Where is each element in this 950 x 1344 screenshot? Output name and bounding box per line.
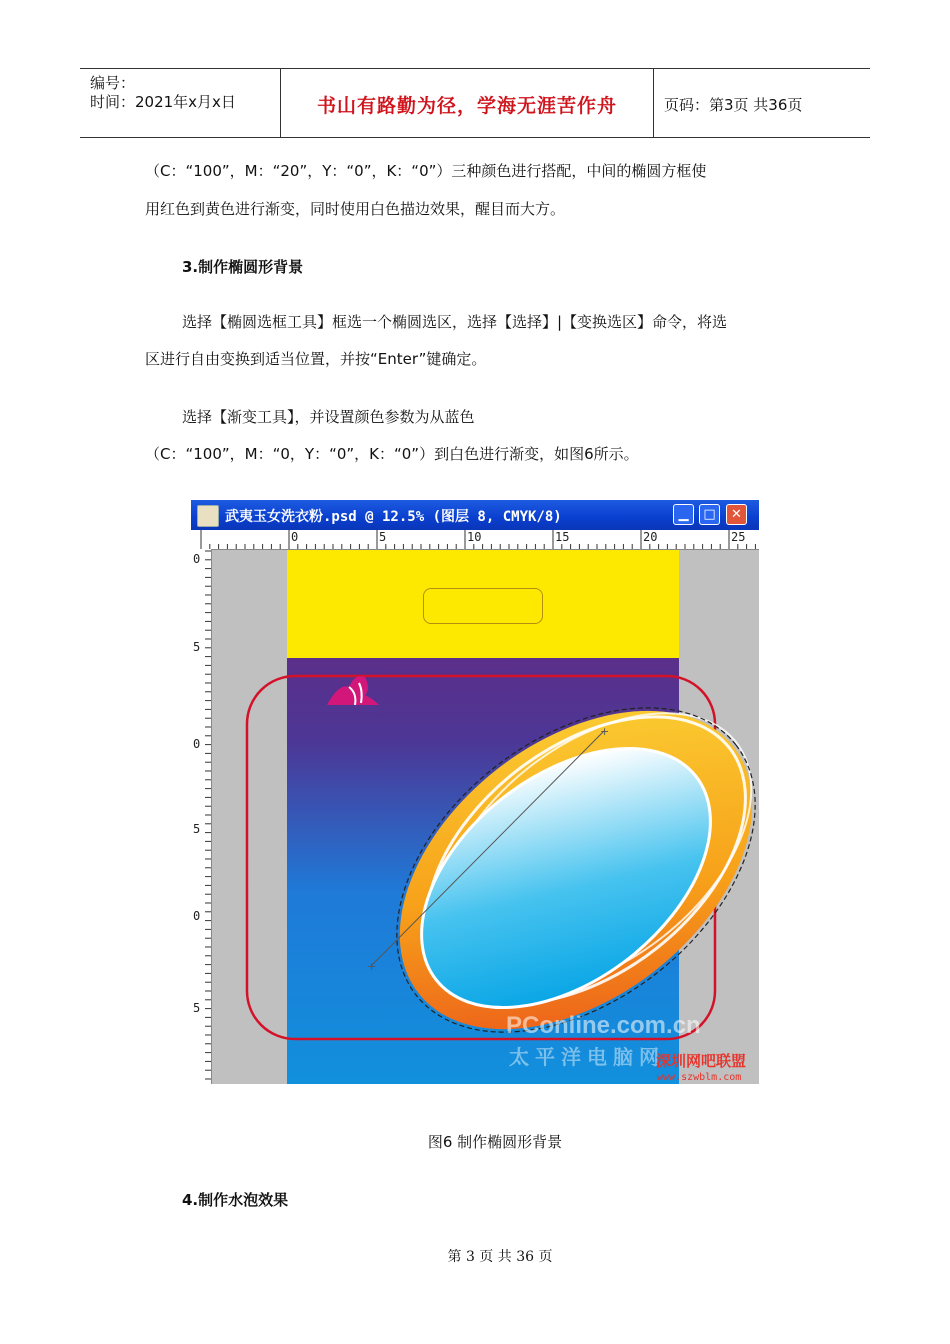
watermark-szwblm: 深圳网吧联盟: [656, 1052, 747, 1070]
window-title: 武夷玉女洗衣粉.psd @ 12.5% (图层 8, CMYK/8): [225, 509, 562, 525]
svg-text:+: +: [367, 960, 377, 973]
svg-text:+: +: [600, 725, 610, 738]
figure-photoshop-window: [191, 500, 759, 1084]
serial-label: 编号：: [90, 74, 136, 92]
ruler-v-label: 0: [193, 909, 201, 923]
header-meta-cell: [80, 69, 281, 137]
page-header: [80, 68, 870, 138]
paragraph-2-line-1: 选择【椭圆选框工具】框选一个椭圆选区，选择【选择】|【变换选区】命令，将选: [182, 313, 728, 331]
page-number-label: 页码：第3页 共36页: [664, 96, 803, 114]
figure-caption: 图6 制作椭圆形背景: [427, 1133, 563, 1151]
paragraph-1-line-1: （C：“100”，M：“20”，Y：“0”，K：“0”）三种颜色进行搭配，中间的椭圆方框使: [145, 162, 707, 180]
watermark-pconline: PConline.com.cn: [506, 1012, 701, 1039]
ruler-h-label: 0: [291, 530, 299, 544]
minimize-icon[interactable]: ▁: [673, 504, 694, 525]
watermark-pconline-cn: 太平洋电脑网: [509, 1045, 665, 1069]
paragraph-3-line-2: （C：“100”，M：“0，Y：“0”，K：“0”）到白色进行渐变，如图6所示。: [145, 445, 639, 463]
ruler-v-label: 0: [193, 737, 201, 751]
ruler-h-label: 5: [379, 530, 387, 544]
time-label: 时间：2021年x月x日: [90, 93, 236, 111]
ruler-h-label: 25: [731, 530, 746, 544]
ruler-h-label: 10: [467, 530, 482, 544]
ruler-v-label: 5: [193, 1001, 201, 1015]
paragraph-2-line-2: 区进行自由变换到适当位置，并按“Enter”键确定。: [145, 350, 487, 368]
paragraph-3-line-1: 选择【渐变工具】，并设置颜色参数为从蓝色: [182, 408, 475, 426]
page-footer: 第 3 页 共 36 页: [447, 1249, 553, 1265]
maximize-icon[interactable]: □: [699, 504, 720, 525]
paragraph-1-line-2: 用红色到黄色进行渐变，同时使用白色描边效果，醒目而大方。: [145, 200, 566, 218]
watermark-url: www.szwblm.com: [657, 1072, 742, 1083]
ruler-v-label: 5: [193, 822, 201, 836]
brand-logo-icon: [327, 676, 379, 705]
header-motto-cell: [281, 69, 654, 137]
ruler-h-label: 15: [555, 530, 570, 544]
header-page-cell: [654, 69, 870, 137]
ellipse-artwork: [191, 500, 759, 1084]
ruler-h-label: 20: [643, 530, 658, 544]
motto: 书山有路勤为径，学海无涯苦作舟: [316, 95, 617, 117]
ruler-v-label: 5: [193, 640, 201, 654]
ruler-v-label: 0: [193, 552, 201, 566]
section-heading-3: 3.制作椭圆形背景: [182, 258, 304, 276]
close-icon[interactable]: ✕: [726, 504, 747, 525]
section-heading-4: 4.制作水泡效果: [182, 1191, 289, 1209]
